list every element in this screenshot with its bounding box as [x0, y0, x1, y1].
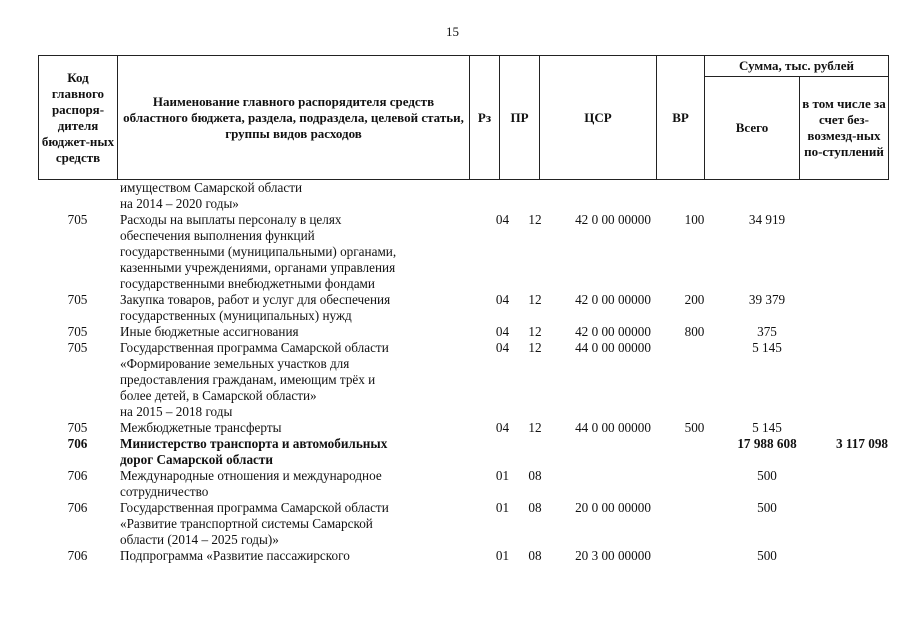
- row-code: 706: [67, 468, 88, 483]
- row-total: 375: [757, 324, 777, 339]
- header-rz: Рз: [470, 56, 500, 180]
- row-name: имуществом Самарской области на 2014 – 2020 годы»: [120, 180, 303, 211]
- row-csr: 44 0 00 00000: [575, 340, 651, 355]
- row-code: 706: [67, 500, 88, 515]
- page-number: 15: [446, 24, 459, 39]
- row-name: Закупка товаров, работ и услуг для обеспечения государственных (муниципальных) нужд: [120, 292, 391, 323]
- row-csr: 20 0 00 00000: [575, 500, 651, 515]
- header-name: Наименование главного распорядителя средств областного бюджета, раздела, подраздела, целевой статьи, группы видов расходов: [118, 56, 470, 180]
- row-csr: 44 0 00 00000: [575, 420, 651, 435]
- row-pr: 08: [528, 500, 542, 515]
- table-row: [38, 500, 888, 548]
- row-rz: 04: [495, 420, 510, 435]
- row-total: 500: [757, 500, 777, 515]
- row-rz: 01: [495, 548, 510, 563]
- row-code: 705: [67, 340, 88, 355]
- row-pr: 08: [528, 468, 542, 483]
- row-name: Международные отношения и международное сотрудничество: [120, 468, 382, 499]
- table-header: [38, 55, 889, 180]
- row-name: Подпрограмма «Развитие пассажирского: [120, 548, 350, 563]
- row-pr: 08: [528, 548, 542, 563]
- header-vr: ВР: [657, 56, 705, 180]
- row-name: Межбюджетные трансферты: [120, 420, 282, 435]
- row-rz: 04: [495, 324, 510, 339]
- row-code: 706: [67, 548, 88, 563]
- table-row: [38, 468, 888, 500]
- row-name: Иные бюджетные ассигнования: [120, 324, 299, 339]
- row-code: 705: [67, 420, 88, 435]
- row-total: 500: [757, 548, 777, 563]
- table-row: [38, 436, 888, 468]
- row-code: 706: [67, 436, 88, 451]
- header-total: Всего: [705, 77, 800, 180]
- row-total: 5 145: [752, 420, 782, 435]
- row-total: 34 919: [748, 212, 786, 227]
- header-pr: ПР: [500, 56, 540, 180]
- row-pr: 12: [528, 420, 542, 435]
- row-total: 5 145: [752, 340, 782, 355]
- table-row: [38, 324, 888, 340]
- row-rz: 04: [495, 292, 510, 307]
- row-vr: 500: [684, 420, 705, 435]
- table-row: [38, 340, 888, 420]
- row-csr: 20 3 00 00000: [575, 548, 651, 563]
- header-code: Код главного распоря-дителя бюджет-ных средств: [39, 56, 118, 180]
- row-total: 500: [757, 468, 777, 483]
- row-rz: 01: [495, 468, 510, 483]
- row-pr: 12: [528, 340, 542, 355]
- row-code: 705: [67, 212, 88, 227]
- row-pr: 12: [528, 212, 542, 227]
- row-code: 705: [67, 324, 88, 339]
- row-name: Расходы на выплаты персоналу в целях обеспечения выполнения функций государственными (муниципальными) органами, казенными учреждениями, органами управления государственными внебюджетными фондами: [120, 212, 397, 291]
- row-pr: 12: [528, 324, 542, 339]
- row-rz: 04: [495, 212, 510, 227]
- table-row: [38, 212, 888, 292]
- row-code: 705: [67, 292, 88, 307]
- table-row: [38, 180, 888, 212]
- row-csr: 42 0 00 00000: [575, 324, 651, 339]
- row-free: 3 117 098: [835, 436, 889, 451]
- row-rz: 04: [495, 340, 510, 355]
- row-vr: 100: [684, 212, 705, 227]
- table-row: [38, 292, 888, 324]
- row-csr: 42 0 00 00000: [575, 292, 651, 307]
- header-free: в том числе за счет без-возмезд-ных по-ступлений: [800, 77, 889, 180]
- row-csr: 42 0 00 00000: [575, 212, 651, 227]
- row-vr: 800: [684, 324, 705, 339]
- header-sum: Сумма, тыс. рублей: [705, 56, 889, 77]
- row-total: 39 379: [748, 292, 786, 307]
- row-pr: 12: [528, 292, 542, 307]
- row-vr: 200: [684, 292, 705, 307]
- row-rz: 01: [495, 500, 510, 515]
- header-csr: ЦСР: [540, 56, 657, 180]
- table-row: [38, 548, 888, 564]
- table-row: [38, 420, 888, 436]
- row-name: Государственная программа Самарской области «Формирование земельных участков для предоставления гражданам, имеющим трёх и более детей, в Самарской области» на 2015 – 2018 годы: [120, 340, 389, 419]
- row-name: Государственная программа Самарской области «Развитие транспортной системы Самарской области (2014 – 2025 годы)»: [120, 500, 389, 547]
- row-total: 17 988 608: [737, 436, 797, 451]
- table-body: [38, 180, 888, 564]
- row-name: Министерство транспорта и автомобильных дорог Самарской области: [120, 436, 388, 467]
